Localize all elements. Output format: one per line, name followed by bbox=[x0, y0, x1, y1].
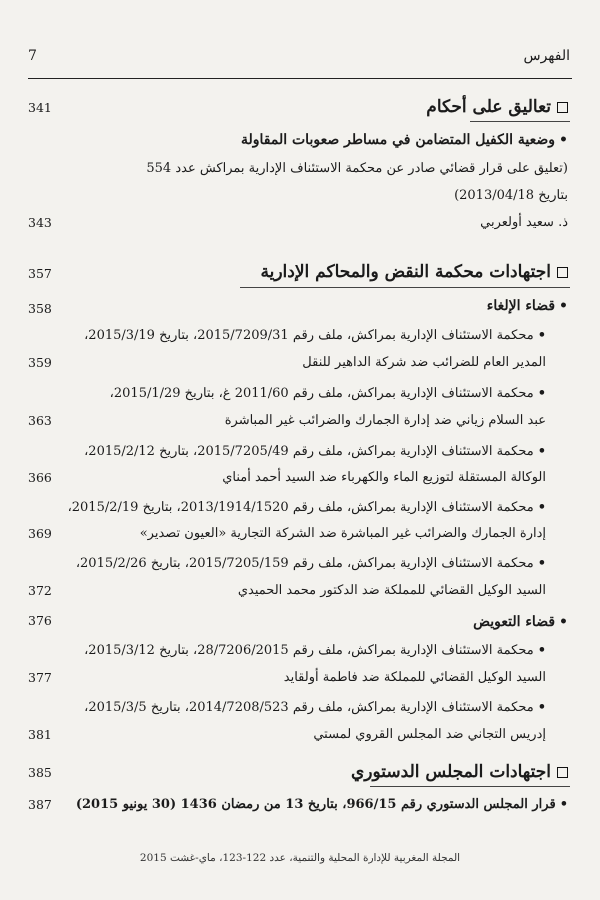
page-title: الفهرس bbox=[523, 48, 570, 64]
section-heading: تعاليق على أحكام bbox=[426, 97, 568, 117]
square-bullet-icon bbox=[557, 767, 568, 778]
entry-page-number: 387 bbox=[28, 797, 52, 812]
list-item: •محكمة الاستئناف الإدارية بمراكش، ملف رقم 2011/60 غ، بتاريخ 2015/1/29، bbox=[109, 386, 546, 401]
footer: المجلة المغربية للإدارة المحلية والتنمية، عدد 122-123، ماي-غشت 2015 bbox=[139, 852, 461, 864]
subsection-heading: •قضاء التعويض bbox=[473, 614, 568, 630]
list-item: •محكمة الاستئناف الإدارية بمراكش، ملف رقم 2014/7208/523، بتاريخ 2015/3/5، bbox=[84, 700, 546, 715]
list-item: •محكمة الاستئناف الإدارية بمراكش، ملف رقم 2015/7209/31، بتاريخ 2015/3/19، bbox=[84, 328, 546, 343]
list-item: •قرار المجلس الدستوري رقم 966/15، بتاريخ 13 من رمضان 1436 (30 يونيو 2015) bbox=[75, 797, 568, 812]
section-page-number: 357 bbox=[28, 266, 52, 281]
list-item: السيد الوكيل القضائي للمملكة ضد فاطمة أولقايد bbox=[283, 670, 546, 685]
list-item: (تعليق على قرار قضائي صادر عن محكمة الاستئناف الإدارية بمراكش عدد 554 bbox=[146, 161, 568, 176]
square-bullet-icon bbox=[557, 267, 568, 278]
entry-page-number: 366 bbox=[28, 470, 52, 485]
list-item: بتاريخ 2013/04/18) bbox=[454, 188, 568, 203]
list-item: إدارة الجمارك والضرائب غير المباشرة ضد الشركة التجارية «العيون تصدير» bbox=[139, 526, 546, 541]
entry-page-number: 381 bbox=[28, 727, 52, 742]
list-item: السيد الوكيل القضائي للمملكة ضد الدكتور محمد الحميدي bbox=[237, 583, 546, 598]
section-heading: اجتهادات المجلس الدستوري bbox=[351, 762, 568, 782]
section-page-number: 341 bbox=[28, 100, 52, 115]
list-item: •محكمة الاستئناف الإدارية بمراكش، ملف رقم 2015/7205/49، بتاريخ 2015/2/12، bbox=[84, 444, 546, 459]
list-item: •وضعية الكفيل المتضامن في مساطر صعوبات المقاولة bbox=[241, 132, 568, 148]
list-item: الوكالة المستقلة لتوزيع الماء والكهرباء ضد السيد أحمد أمناي bbox=[222, 470, 546, 485]
list-item: •محكمة الاستئناف الإدارية بمراكش، ملف رقم 28/7206/2015، بتاريخ 2015/3/12، bbox=[84, 643, 546, 658]
section-underline bbox=[470, 121, 570, 122]
page-number: 7 bbox=[28, 48, 37, 64]
entry-page-number: 377 bbox=[28, 670, 52, 685]
entry-page-number: 343 bbox=[28, 215, 52, 230]
list-item: •محكمة الاستئناف الإدارية بمراكش، ملف رقم 2015/7205/159، بتاريخ 2015/2/26، bbox=[75, 556, 546, 571]
section-underline bbox=[370, 786, 570, 787]
list-item: عبد السلام زياني ضد إدارة الجمارك والضرائب غير المباشرة bbox=[224, 413, 546, 428]
list-item: •محكمة الاستئناف الإدارية بمراكش، ملف رقم 2013/1914/1520، بتاريخ 2015/2/19، bbox=[67, 500, 546, 515]
square-bullet-icon bbox=[557, 102, 568, 113]
subsection-heading: •قضاء الإلغاء bbox=[486, 298, 568, 314]
section-page-number: 385 bbox=[28, 765, 52, 780]
author-line: ذ. سعيد أولعربي bbox=[480, 215, 568, 230]
subsection-page-number: 376 bbox=[28, 613, 52, 628]
entry-page-number: 369 bbox=[28, 526, 52, 541]
section-heading: اجتهادات محكمة النقض والمحاكم الإدارية bbox=[261, 262, 569, 282]
subsection-page-number: 358 bbox=[28, 301, 52, 316]
list-item: إدريس التجاني ضد المجلس القروي لمستي bbox=[313, 727, 546, 742]
list-item: المدير العام للضرائب ضد شركة الداهير للنقل bbox=[302, 355, 546, 370]
section-underline bbox=[240, 287, 570, 288]
entry-page-number: 372 bbox=[28, 583, 52, 598]
entry-page-number: 363 bbox=[28, 413, 52, 428]
entry-page-number: 359 bbox=[28, 355, 52, 370]
header-rule bbox=[28, 78, 572, 79]
